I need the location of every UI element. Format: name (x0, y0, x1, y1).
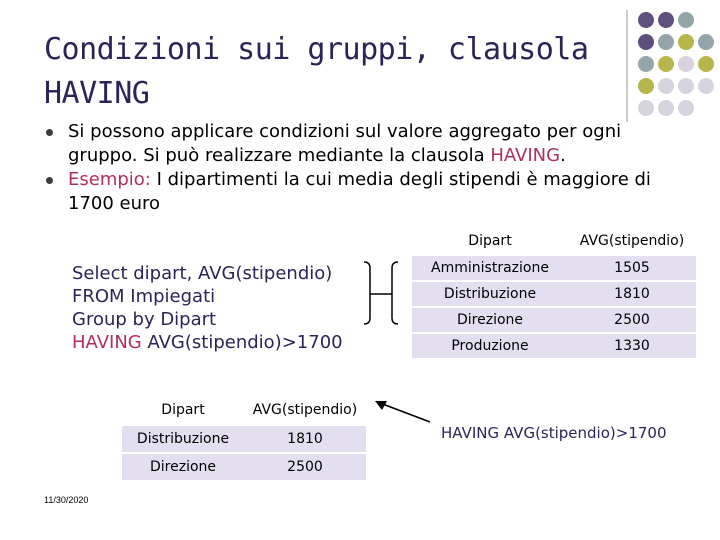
table-cell: 2500 (568, 307, 696, 333)
table-row (412, 281, 696, 307)
decorative-dot (658, 100, 674, 116)
bullet-1-tail: . (560, 145, 566, 166)
bullet-list (46, 120, 686, 216)
decorative-dot (658, 56, 674, 72)
table-row (412, 333, 696, 358)
bullet-item-2 (46, 168, 686, 216)
decorative-dot-grid-icon (636, 10, 720, 122)
table-cell: 1330 (568, 333, 696, 358)
having-condition-label: HAVING AVG(stipendio)>1700 (441, 424, 667, 442)
table-cell: Produzione (412, 333, 568, 358)
decorative-dot (678, 78, 694, 94)
slide-title: Condizioni sui gruppi, clausola HAVING (44, 32, 589, 111)
decorative-dot (658, 12, 674, 28)
query-line-2: FROM Impiegati (72, 286, 216, 307)
decorative-dot (638, 100, 654, 116)
decorative-dot (638, 78, 654, 94)
sql-query (72, 262, 343, 354)
decorative-dot (658, 34, 674, 50)
bullet-1-text: Si possono applicare condizioni sul valore aggregato per ogni gruppo. Si può realizzare mediante la clausola (68, 121, 622, 166)
bullet-dot-icon (46, 177, 53, 184)
table-header-dipart: Dipart (122, 396, 244, 425)
arrow-icon (372, 398, 434, 428)
decorative-dot (678, 56, 694, 72)
bracket-icon (356, 258, 406, 328)
table-cell: 2500 (244, 453, 366, 480)
decorative-dot (678, 100, 694, 116)
decorative-dot (698, 34, 714, 50)
table-cell: Amministrazione (412, 255, 568, 281)
table-row (122, 425, 366, 453)
bullet-1-highlight: HAVING (490, 145, 561, 166)
table-cell: Direzione (122, 453, 244, 480)
table-header-dipart: Dipart (412, 228, 568, 255)
query-having-condition: AVG(stipendio)>1700 (141, 332, 343, 353)
query-line-4 (72, 331, 343, 354)
filtered-groups-table (122, 396, 366, 480)
table-header-avg: AVG(stipendio) (568, 228, 696, 255)
bullet-item-1 (46, 120, 686, 168)
table-cell: Distribuzione (412, 281, 568, 307)
table-cell: 1810 (244, 425, 366, 453)
table-cell: 1810 (568, 281, 696, 307)
bullet-dot-icon (46, 129, 53, 136)
table-cell: Direzione (412, 307, 568, 333)
decorative-dot (638, 56, 654, 72)
query-line-3: Group by Dipart (72, 309, 217, 330)
decorative-dot (698, 56, 714, 72)
query-having-keyword: HAVING (72, 332, 142, 353)
table-row (412, 255, 696, 281)
all-groups-table (412, 228, 696, 358)
table-cell: 1505 (568, 255, 696, 281)
decorative-dot (638, 12, 654, 28)
table-row (412, 307, 696, 333)
slide-date: 11/30/2020 (44, 495, 89, 505)
table-header-row (122, 396, 366, 425)
table-row (122, 453, 366, 480)
bullet-2-label: Esempio: (68, 169, 151, 190)
header-divider (626, 10, 628, 122)
decorative-dot (698, 78, 714, 94)
table-header-avg: AVG(stipendio) (244, 396, 366, 425)
query-line-1: Select dipart, AVG(stipendio) (72, 263, 333, 284)
decorative-dot (658, 78, 674, 94)
table-cell: Distribuzione (122, 425, 244, 453)
bullet-2-text: I dipartimenti la cui media degli stipendi è maggiore di 1700 euro (68, 169, 651, 214)
decorative-dot (678, 12, 694, 28)
decorative-dot (638, 34, 654, 50)
table-header-row (412, 228, 696, 255)
decorative-dot (678, 34, 694, 50)
